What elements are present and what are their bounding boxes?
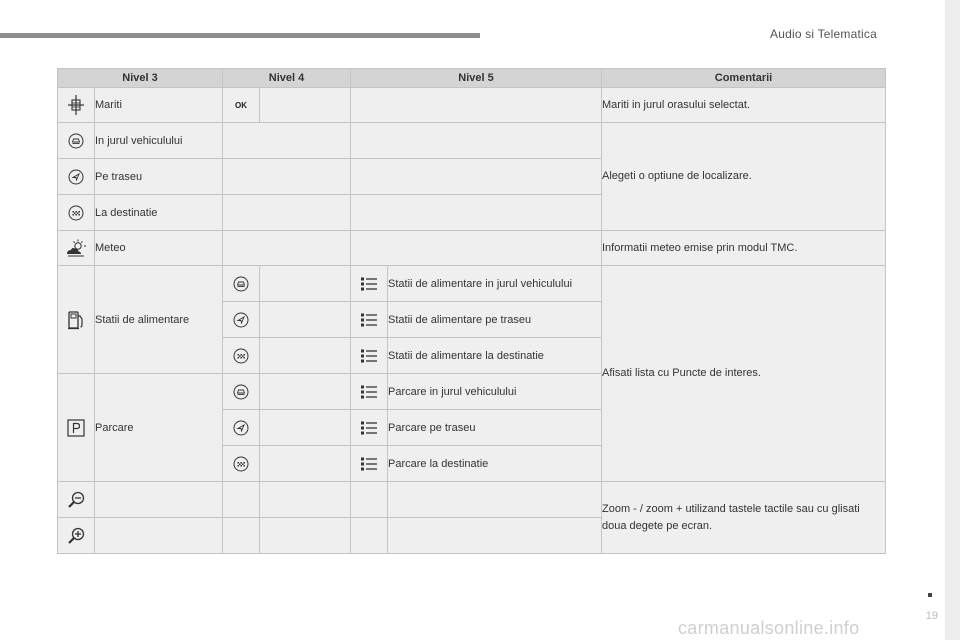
table-header-row [58, 69, 886, 88]
parking-sub-vehicle: Parcare in jurul vehiculului [388, 374, 602, 410]
table-row-vehicle [58, 123, 886, 159]
vehicle-icon [233, 277, 249, 289]
poi-comment: Afisati lista cu Puncte de interes. [602, 266, 886, 482]
ok-badge: OK [235, 101, 247, 110]
fuel-label: Statii de alimentare [95, 266, 223, 374]
zoom-out-icon [66, 493, 86, 505]
page-number: 19 [925, 610, 938, 622]
list-icon [360, 313, 378, 325]
mariti-label: Mariti [95, 88, 223, 123]
destination-flag-icon [233, 349, 249, 361]
route-arrow-icon [233, 313, 249, 325]
parking-icon [67, 421, 85, 433]
list-icon [360, 385, 378, 397]
weather-icon [65, 242, 87, 254]
page-edge-strip [945, 0, 960, 640]
table-row-weather [58, 231, 886, 266]
header-bar [0, 33, 480, 38]
header-nivel-5: Nivel 5 [351, 69, 602, 88]
table-row-mariti [58, 88, 886, 123]
list-icon [360, 457, 378, 469]
vehicle-icon [68, 134, 84, 146]
parking-sub-route: Parcare pe traseu [388, 410, 602, 446]
route-arrow-icon [68, 170, 84, 182]
footer-watermark: carmanualsonline.info [678, 618, 860, 638]
fuel-pump-icon [67, 313, 85, 325]
mariti-icon-cell [58, 88, 95, 123]
fuel-sub-destination: Statii de alimentare la destinatie [388, 338, 602, 374]
vehicle-icon [233, 385, 249, 397]
mariti-comment: Mariti in jurul orasului selectat. [602, 88, 886, 123]
header-comentarii: Comentarii [602, 69, 886, 88]
list-icon [360, 421, 378, 433]
weather-label: Meteo [95, 231, 223, 266]
header-nivel-3: Nivel 3 [58, 69, 223, 88]
destination-flag-icon [233, 457, 249, 469]
parking-sub-destination: Parcare la destinatie [388, 446, 602, 482]
route-arrow-icon [233, 421, 249, 433]
fuel-sub-route: Statii de alimentare pe traseu [388, 302, 602, 338]
parking-label: Parcare [95, 374, 223, 482]
page-header-title: Audio si Telematica [770, 27, 877, 41]
page-dot [928, 593, 932, 597]
route-label: Pe traseu [95, 159, 223, 195]
header-nivel-4: Nivel 4 [223, 69, 351, 88]
ok-cell [223, 88, 260, 123]
weather-comment: Informatii meteo emise prin modul TMC. [602, 231, 886, 266]
table-row-fuel-vehicle [58, 266, 886, 302]
zoom-comment: Zoom - / zoom + utilizand tastele tactile sau cu glisati doua degete pe ecran. [602, 482, 886, 554]
location-comment: Alegeti o optiune de localizare. [602, 123, 886, 231]
fuel-sub-vehicle: Statii de alimentare in jurul vehiculului [388, 266, 602, 302]
menu-table [57, 68, 886, 554]
list-icon [360, 277, 378, 289]
vehicle-label: In jurul vehiculului [95, 123, 223, 159]
map-zoom-icon [66, 99, 86, 111]
destination-label: La destinatie [95, 195, 223, 231]
destination-flag-icon [68, 206, 84, 218]
zoom-in-icon [66, 529, 86, 541]
table-row-zoom-out [58, 482, 886, 518]
list-icon [360, 349, 378, 361]
